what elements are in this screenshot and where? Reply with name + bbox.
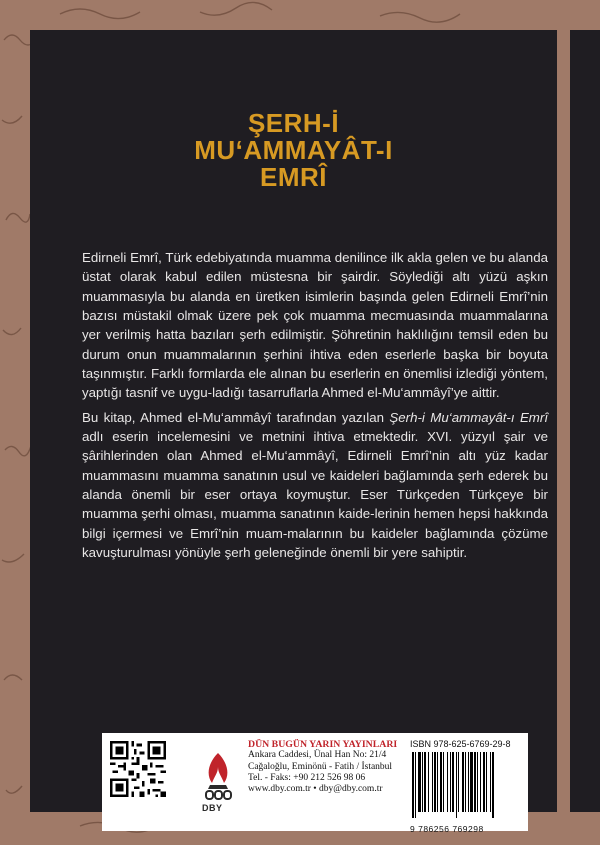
isbn-block (410, 739, 522, 834)
title-line-1: ŞERH-İ (247, 108, 340, 138)
logo-text: DBY (202, 803, 223, 813)
book-title-italic: Şerh-i Mu‘ammayât-ı Emrî (389, 409, 549, 425)
barcode-number: 9 786256 769298 (410, 824, 484, 834)
qr-code-icon (110, 741, 166, 797)
book-title (30, 110, 557, 191)
paragraph-2-start: Bu kitap, Ahmed el-Mu‘ammâyî tarafından yazılan (82, 409, 390, 425)
publisher-name: DÜN BUGÜN YARIN YAYINLARI (248, 739, 398, 750)
paragraph-2-rest: adlı eserin incelemesini ve metnini ihtiva etmektedir. XVI. yüzyıl şair ve şârihlerinden olan Ahmed el-Mu‘ammâyî, Edirneli Emrî’nin altı yüz kadar muammasını muamma sanatının usul ve kaideleri bağlamında şerh ederek bu alanda önemli bir eser ortaya koymuştur. Eser Türkçeden Türkçeye bir muamma şerhi olması, muamma sanatının kaide-lerinin hemen hepsi hakkında bilgi içermesi ve Emrî’nin muam-malarının bu kaideler bağlamında çözüme kavuşturulması yönüyle şerh geleneğinde önemli bir yere sahiptir. (82, 429, 548, 561)
title-line-2: MU‘AMMAYÂT-I (194, 135, 393, 165)
isbn-label: ISBN 978-625-6769-29-8 (410, 739, 511, 749)
publisher-phone: Tel. - Faks: +90 212 526 98 06 (248, 772, 366, 783)
publisher-web: www.dby.com.tr • dby@dby.com.tr (248, 784, 383, 795)
adjacent-panel (570, 30, 600, 812)
barcode-icon (410, 752, 522, 818)
publisher-info (248, 739, 408, 795)
back-cover-panel (30, 30, 557, 834)
description-paragraph-2 (82, 408, 548, 563)
dby-logo-icon (198, 749, 238, 809)
title-line-3: EMRÎ (260, 162, 327, 192)
description-text (82, 248, 548, 568)
publisher-address-1: Ankara Caddesi, Ünal Han No: 21/4 (248, 750, 387, 761)
publisher-address-2: Cağaloğlu, Eminönü - Fatih / İstanbul (248, 761, 393, 772)
description-paragraph-1: Edirneli Emrî, Türk edebiyatında muamma denilince ilk akla gelen ve bu alanda üstat olarak kabul edilen müstesna bir şairdir. Söylediği altı yüzü aşkın muammasıyla bu alanda en üretken isimlerin başında gelen Edirneli Emrî’nin bazısı müstakil olmak üzere pek çok muamma mecmuasında muammalarına yer verilmiş hatta bazıları şerh edilmiştir. Şöhretinin haklılığını temsil eden bu durum onun muammalarının şerhini ihtiva eden eserlerle başka bir boyuta taşınmıştır. Farklı formlarda ele alınan bu eserlerin en önemlisi izlediği yöntem, yaptığı tasnif ve uygu-ladığı tasarruflarla Ahmed el-Mu‘ammâyî’ye aittir. (82, 250, 548, 401)
publisher-footer (102, 733, 528, 834)
